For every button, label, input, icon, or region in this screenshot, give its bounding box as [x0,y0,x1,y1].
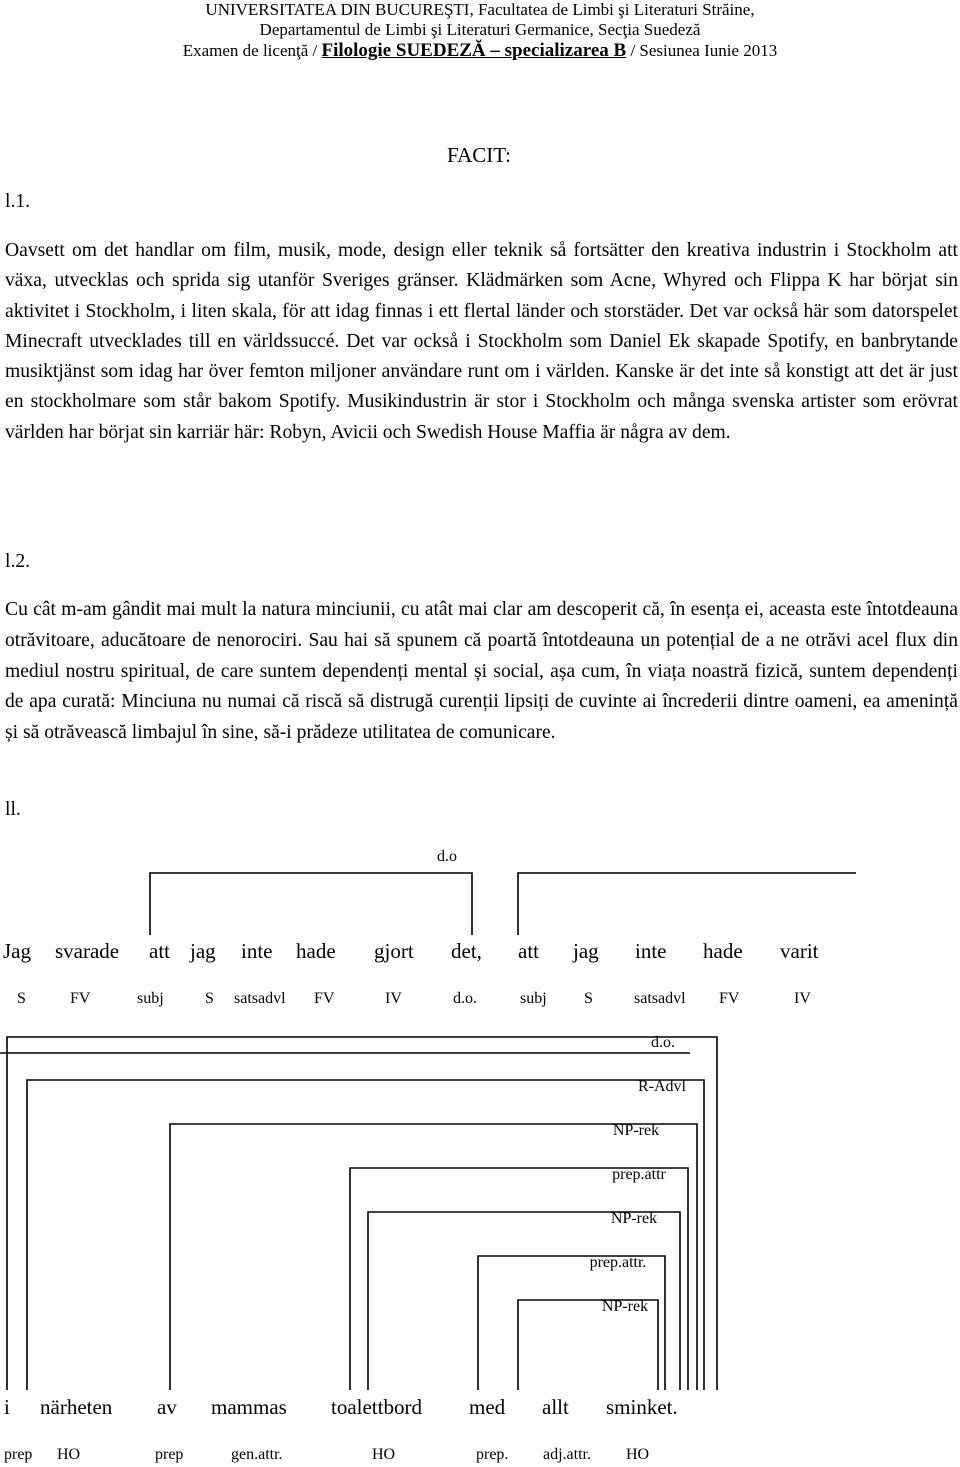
d2-bracket-label: R-Advl [638,1078,686,1095]
d1-tag: d.o. [453,990,477,1007]
bracket-r-advl [27,1080,704,1390]
header-line-1: UNIVERSITATEA DIN BUCUREŞTI, Facultatea de Limbi şi Literaturi Străine, [205,0,755,19]
d1-word: Jag [3,939,31,963]
d1-word: gjort [374,939,414,963]
d1-word: jag [573,939,599,963]
d1-tag: FV [314,990,335,1007]
d1-tag: S [17,990,26,1007]
d1-tag: satsadvl [634,990,686,1007]
d2-word: allt [542,1395,569,1419]
d2-bracket-label: d.o. [651,1034,675,1051]
d2-tag: prep [155,1446,184,1463]
section-1-label: l.1. [5,191,31,212]
d2-word: i [4,1395,10,1419]
d2-tag: HO [626,1446,650,1463]
d1-word: svarade [55,939,120,963]
d1-word: jag [190,939,216,963]
d1-tag: satsadvl [234,990,286,1007]
d1-tag: FV [70,990,91,1007]
d2-bracket-label: prep.attr. [589,1254,647,1271]
header-line-2: Departamentul de Limbi şi Literaturi Germanice, Secţia Suedeză [259,20,701,39]
d2-tag: prep [4,1446,33,1463]
d1-tag: FV [719,990,740,1007]
d2-tag: prep. [476,1446,509,1463]
d1-word: att [149,939,170,963]
d1-word: inte [635,939,667,963]
bracket-d-o-2 [518,873,856,935]
section-2-label: l.2. [5,551,31,572]
d2-word: av [157,1395,177,1419]
d1-tag: S [205,990,214,1007]
header-exam-label: Examen de licenţă / [182,41,322,60]
d2-word: sminket. [606,1395,678,1419]
d2-tag: gen.attr. [231,1446,283,1463]
d2-word: med [469,1395,506,1419]
d2-bracket-label: prep.attr [612,1166,666,1183]
d1-tag: subj [137,990,164,1007]
d1-tag: IV [385,990,402,1007]
d2-word: närheten [40,1395,113,1419]
section-1-text: Oavsett om det handlar om film, musik, mode, design eller teknik så fortsätter den kreativa industrin i Stockholm att växa, utvecklas och sprida sig utanför Sveriges gränser. Klädmärken som Acne, Whyred och Flippa K har börjat sin aktivitet i Stockholm, i liten skala, för att idag finnas i ett flertal länder och storstäder. Det var också här som datorspelet Minecraft utvecklades till en världssuccé. Det var också i Stockholm som Daniel Ek skapade Spotify, en banbrytande musiktjänst som idag har över femton miljoner användare runt om i världen. Kanske är det inte så konstigt att det är just en stockholmare som står bakom Spotify. Musikindustrin är stor i Stockholm och många svenska artister som erövrat världen har börjat sin karriär här: Robyn, Avicii och Swedish House Maffia är några av dem. [5,240,958,443]
bracket-prep-attr-1 [350,1168,688,1390]
bracket-d-o-1 [150,873,472,935]
header-program: Filologie SUEDEZĂ – specializarea B [321,40,627,61]
d2-bracket-label: NP-rek [612,1122,660,1139]
d2-bracket-label: NP-rek [601,1298,649,1315]
d1-word: hade [296,939,336,963]
d2-word: toalettbord [331,1395,422,1419]
d2-tag: HO [372,1446,396,1463]
d1-word: varit [780,939,819,963]
section-2-text: Cu cât m-am gândit mai mult la natura minciunii, cu atât mai clar am descoperit că, în esența ei, aceasta este întotdeauna otrăvitoare, aducătoare de nenorociri. Sau hai să spunem că poartă întotdeauna un potențial de a ne otrăvi acel flux din mediul nostru spiritual, de care suntem dependenți mental și social, așa cum, în viața noastră fizică, suntem dependenți de apa curată: Minciuna nu numai că riscă să distrugă curenții lipsiți de cuvinte ai încrederii dintre oameni, ea amenință și să otrăvească limbajul în sine, să-i prădeze utilitatea de comunicare. [5,599,958,744]
d1-word: det, [451,939,482,963]
d1-tag: subj [520,990,547,1007]
section-3-label: ll. [5,799,21,820]
d1-tag: IV [794,990,811,1007]
d2-word: mammas [211,1395,287,1419]
bracket-prep-attr-2 [478,1256,665,1390]
d1-word: att [518,939,539,963]
header-session: / Sesiunea Iunie 2013 [626,41,778,60]
d2-tag: HO [57,1446,81,1463]
diagram-1-top-label: d.o [437,848,457,865]
facit-title: FACIT: [447,143,511,167]
d2-tag: adj.attr. [543,1446,591,1463]
d1-tag: S [584,990,593,1007]
d1-word: hade [703,939,743,963]
d1-word: inte [241,939,273,963]
d2-bracket-label: NP-rek [610,1210,658,1227]
